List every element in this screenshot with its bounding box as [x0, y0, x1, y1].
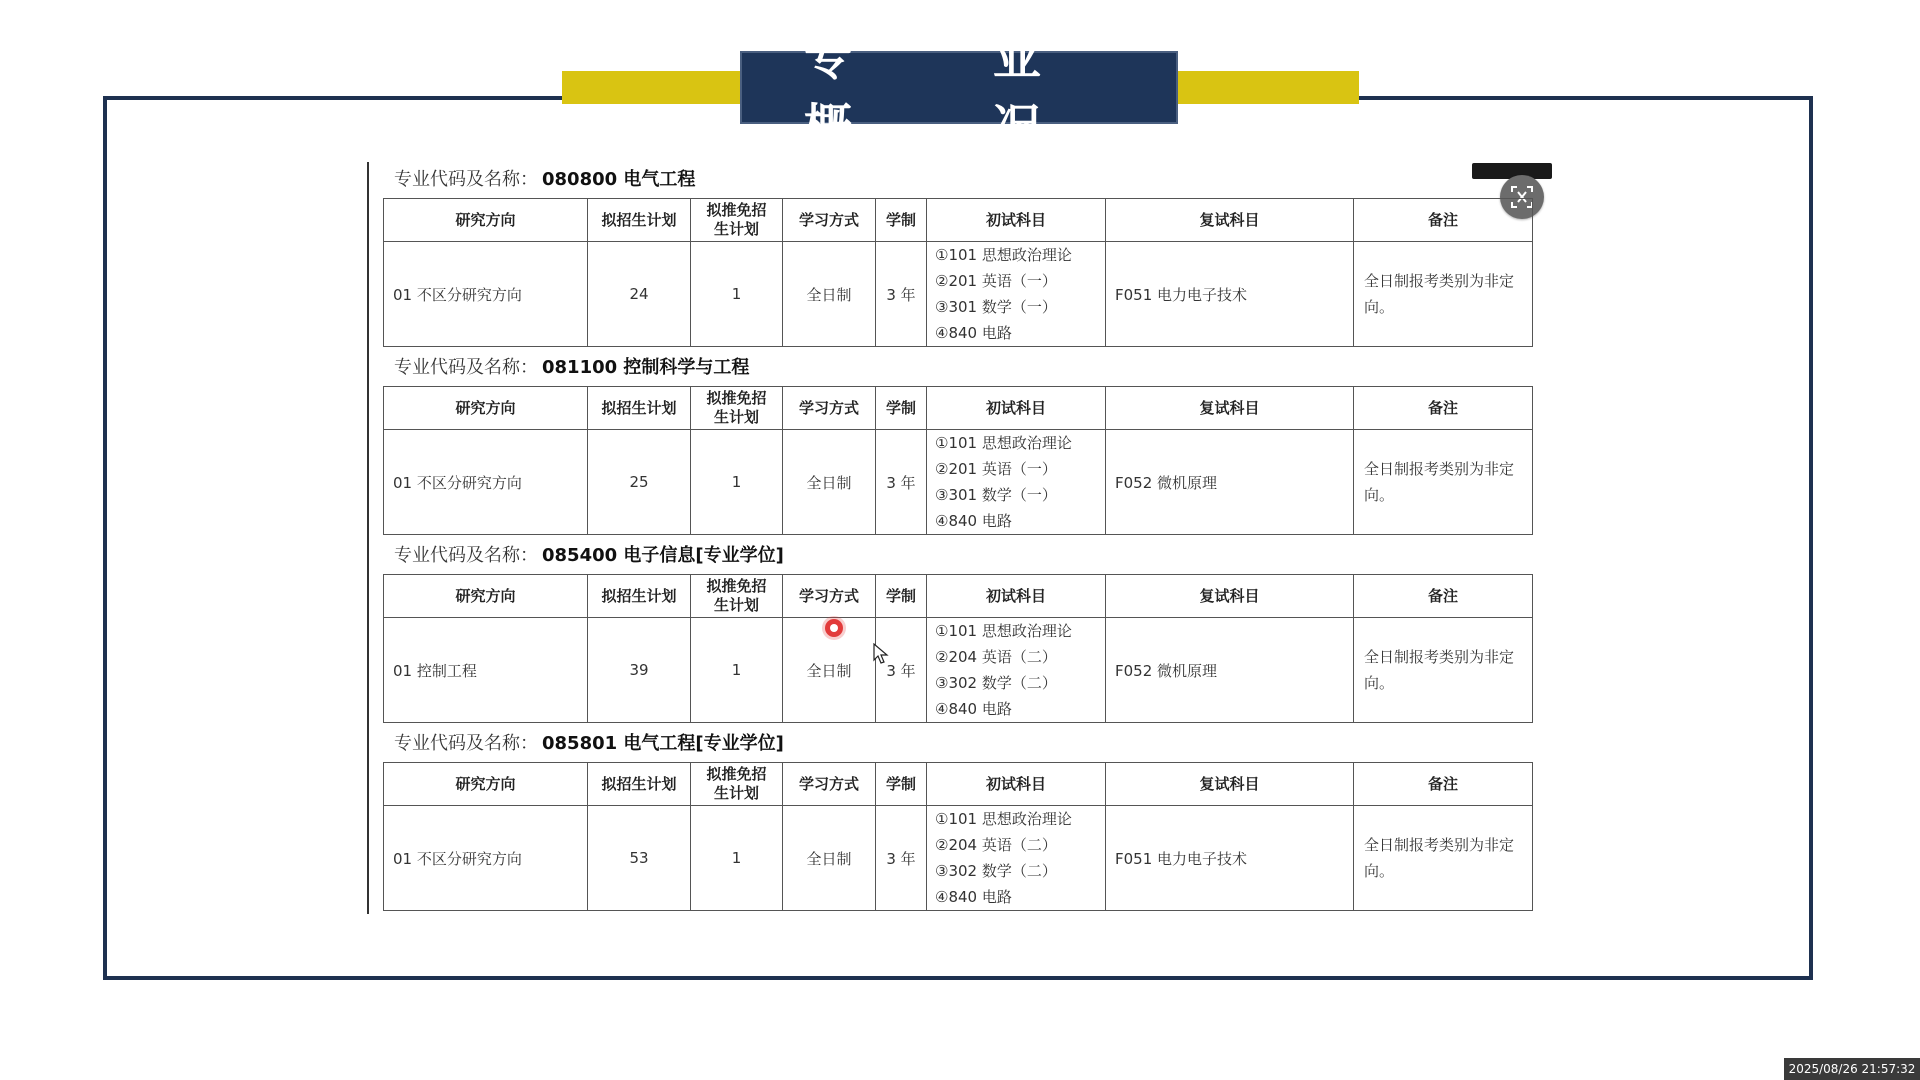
section-prefix: 专业代码及名称：	[394, 357, 538, 378]
col-direction: 研究方向	[384, 199, 588, 242]
cell-direction: 01 不区分研究方向	[384, 430, 588, 535]
timestamp-badge: 2025/08/26 21:57:32	[1784, 1058, 1920, 1080]
cell-mode: 全日制	[783, 430, 876, 535]
section-prefix: 专业代码及名称：	[394, 169, 538, 190]
section-prefix: 专业代码及名称：	[394, 733, 538, 754]
cell-notes: 全日制报考类别为非定向。	[1354, 242, 1533, 347]
col-mode: 学习方式	[783, 387, 876, 430]
col-exam-subjects: 初试科目	[927, 199, 1106, 242]
table-row	[384, 806, 1533, 911]
table-header-row	[384, 575, 1533, 618]
table-row	[384, 242, 1533, 347]
col-direction: 研究方向	[384, 575, 588, 618]
cell-exam-subjects: ①101 思想政治理论 ②204 英语（二） ③302 数学（二） ④840 电路	[927, 806, 1106, 911]
col-notes: 备注	[1354, 387, 1533, 430]
col-years: 学制	[876, 199, 927, 242]
cell-plan: 53	[588, 806, 691, 911]
col-tuimian: 拟推免招 生计划	[691, 763, 783, 806]
col-retest: 复试科目	[1106, 575, 1354, 618]
cell-notes: 全日制报考类别为非定向。	[1354, 618, 1533, 723]
col-plan: 拟招生计划	[588, 575, 691, 618]
col-direction: 研究方向	[384, 387, 588, 430]
cell-tuimian: 1	[691, 618, 783, 723]
enrollment-table	[383, 762, 1533, 911]
col-direction: 研究方向	[384, 763, 588, 806]
cell-retest: F051 电力电子技术	[1106, 806, 1354, 911]
col-tuimian: 拟推免招 生计划	[691, 575, 783, 618]
col-retest: 复试科目	[1106, 763, 1354, 806]
col-retest: 复试科目	[1106, 387, 1354, 430]
cell-plan: 25	[588, 430, 691, 535]
table-row	[384, 430, 1533, 535]
table-header-row	[384, 199, 1533, 242]
table-header-row	[384, 387, 1533, 430]
major-code-name: 080800 电气工程	[542, 169, 696, 190]
cell-tuimian: 1	[691, 242, 783, 347]
col-mode: 学习方式	[783, 199, 876, 242]
cell-tuimian: 1	[691, 430, 783, 535]
section-title	[394, 165, 695, 191]
cell-retest: F052 微机原理	[1106, 618, 1354, 723]
table-header-row	[384, 763, 1533, 806]
cell-mode: 全日制	[783, 242, 876, 347]
col-notes: 备注	[1354, 575, 1533, 618]
col-years: 学制	[876, 763, 927, 806]
cell-tuimian: 1	[691, 806, 783, 911]
section-title	[394, 541, 784, 567]
cell-years: 3 年	[876, 806, 927, 911]
section-title	[394, 729, 784, 755]
cell-years: 3 年	[876, 430, 927, 535]
col-exam-subjects: 初试科目	[927, 387, 1106, 430]
cell-direction: 01 控制工程	[384, 618, 588, 723]
page-title: 专 业 概 况	[740, 51, 1178, 124]
col-retest: 复试科目	[1106, 199, 1354, 242]
record-indicator-icon	[825, 619, 843, 637]
cell-years: 3 年	[876, 242, 927, 347]
major-code-name: 085400 电子信息[专业学位]	[542, 545, 784, 566]
cell-direction: 01 不区分研究方向	[384, 242, 588, 347]
cell-exam-subjects: ①101 思想政治理论 ②201 英语（一） ③301 数学（一） ④840 电路	[927, 430, 1106, 535]
cell-retest: F051 电力电子技术	[1106, 242, 1354, 347]
document-left-rule	[367, 162, 369, 914]
cell-plan: 24	[588, 242, 691, 347]
cell-exam-subjects: ①101 思想政治理论 ②201 英语（一） ③301 数学（一） ④840 电路	[927, 242, 1106, 347]
mouse-pointer-icon	[873, 643, 889, 665]
cell-mode: 全日制	[783, 618, 876, 723]
col-notes: 备注	[1354, 199, 1533, 242]
cell-mode: 全日制	[783, 806, 876, 911]
cell-retest: F052 微机原理	[1106, 430, 1354, 535]
enrollment-table	[383, 574, 1533, 723]
table-row	[384, 618, 1533, 723]
col-exam-subjects: 初试科目	[927, 575, 1106, 618]
col-exam-subjects: 初试科目	[927, 763, 1106, 806]
major-code-name: 085801 电气工程[专业学位]	[542, 733, 784, 754]
cell-exam-subjects: ①101 思想政治理论 ②204 英语（二） ③302 数学（二） ④840 电路	[927, 618, 1106, 723]
cell-direction: 01 不区分研究方向	[384, 806, 588, 911]
cell-plan: 39	[588, 618, 691, 723]
col-notes: 备注	[1354, 763, 1533, 806]
major-code-name: 081100 控制科学与工程	[542, 357, 750, 378]
col-years: 学制	[876, 575, 927, 618]
cell-notes: 全日制报考类别为非定向。	[1354, 806, 1533, 911]
col-plan: 拟招生计划	[588, 763, 691, 806]
col-plan: 拟招生计划	[588, 387, 691, 430]
col-years: 学制	[876, 387, 927, 430]
col-tuimian: 拟推免招 生计划	[691, 387, 783, 430]
col-tuimian: 拟推免招 生计划	[691, 199, 783, 242]
section-prefix: 专业代码及名称：	[394, 545, 538, 566]
col-plan: 拟招生计划	[588, 199, 691, 242]
cell-years: 3 年	[876, 618, 927, 723]
col-mode: 学习方式	[783, 575, 876, 618]
cell-notes: 全日制报考类别为非定向。	[1354, 430, 1533, 535]
enrollment-table	[383, 198, 1533, 347]
section-title	[394, 353, 749, 379]
col-mode: 学习方式	[783, 763, 876, 806]
enrollment-table	[383, 386, 1533, 535]
